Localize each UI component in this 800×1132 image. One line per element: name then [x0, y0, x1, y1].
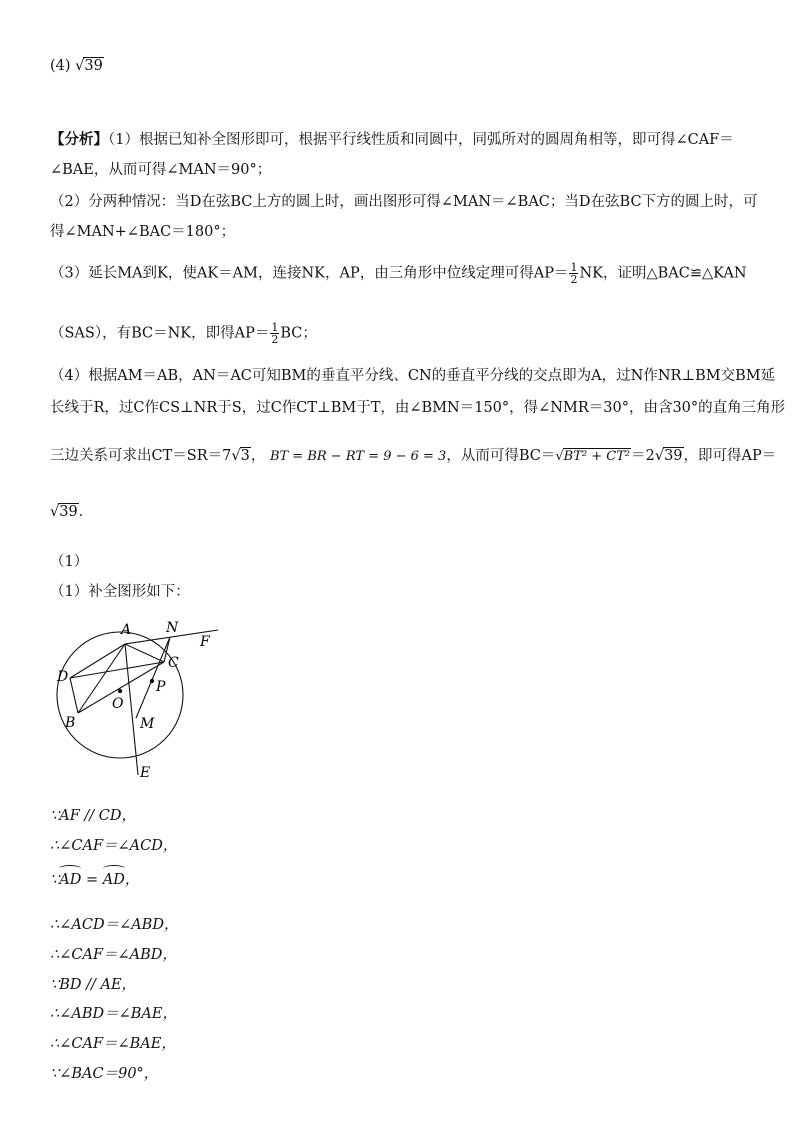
analysis-text: （2）分两种情况：当D在弦BC上方的圆上时，画出图形可得∠MAN＝∠BAC；当D在弦BC下方的圆上时，可: [50, 194, 758, 210]
proof-text: ，: [124, 872, 140, 888]
proof-step: [50, 945, 177, 965]
fraction-half: [270, 322, 279, 345]
arc-ad: AD: [102, 872, 125, 888]
analysis-line-9: [50, 446, 776, 467]
solution-text: （1）补全图形如下：: [50, 584, 190, 600]
sqrt-radicand: BT² + CT²: [563, 449, 631, 464]
solution-intro: [50, 582, 190, 602]
analysis-text: （SAS），有BC＝NK，即得AP＝: [50, 325, 270, 342]
label-m: M: [140, 716, 155, 732]
geometry-figure: [50, 615, 230, 785]
label-b: B: [65, 715, 76, 731]
analysis-text: ，: [250, 448, 266, 464]
analysis-text: 长线于R，过C作CS⊥NR于S，过C作CT⊥BM于T，由∠BMN＝150°，得∠NMR＝30°，由含30°的直角三角形: [50, 400, 786, 416]
proof-text: ∵∠BAC＝90°，: [50, 1066, 159, 1082]
label-f: F: [200, 634, 210, 650]
proof-step: [50, 1064, 158, 1084]
sqrt-expression: √39: [75, 58, 103, 74]
proof-step: [50, 1034, 176, 1054]
analysis-text: 三边关系可求出CT＝SR＝7: [50, 448, 232, 464]
analysis-text: 得∠MAN+∠BAC＝180°；: [50, 224, 236, 240]
fraction-denominator: 2: [570, 273, 578, 286]
proof-text: ∴∠CAF＝∠ABD，: [50, 947, 177, 963]
label-p: P: [156, 679, 166, 695]
proof-text: ∵AF // CD，: [50, 808, 136, 824]
proof-step: [50, 806, 136, 826]
analysis-text: NK，证明△BAC≌△KAN: [579, 265, 747, 282]
equation: BT = BR − RT = 9 − 6 = 3: [269, 449, 447, 464]
label-c: C: [168, 655, 179, 671]
analysis-text: ．: [78, 504, 94, 520]
analysis-line-2: [50, 160, 271, 180]
proof-text: ∴∠ABD＝∠BAE，: [50, 1006, 177, 1022]
proof-step: [50, 915, 178, 935]
proof-step: [50, 836, 177, 856]
proof-step: [50, 975, 136, 995]
sqrt-expression: √3: [231, 448, 250, 464]
proof-text: ∴∠CAF＝∠ACD，: [50, 838, 178, 854]
label-n: N: [166, 620, 179, 636]
analysis-line-4: [50, 222, 235, 242]
proof-text: ∵: [50, 872, 60, 888]
point-o: [118, 689, 122, 693]
analysis-line-3: [50, 192, 758, 212]
analysis-line-1: [50, 130, 734, 150]
proof-text: =: [81, 872, 103, 888]
analysis-line-10: [50, 502, 93, 522]
solution-part-1: [50, 552, 88, 572]
analysis-text: ＝2: [631, 448, 655, 464]
sqrt-expression: √BT² + CT²: [555, 449, 631, 464]
label-e: E: [140, 765, 151, 781]
analysis-text: （1）根据已知补全图形即可，根据平行线性质和同圆中，同弧所对的圆周角相等，即可得∠CAF＝: [108, 132, 734, 148]
proof-text: ∴∠CAF＝∠BAE，: [50, 1036, 176, 1052]
sqrt-expression: √39: [654, 448, 683, 464]
point-p: [150, 679, 154, 683]
analysis-text: （4）根据AM＝AB，AN＝AC可知BM的垂直平分线、CN的垂直平分线的交点即为A，过N作NR⊥BM交BM延: [50, 368, 776, 384]
proof-text: ∵BD // AE，: [50, 977, 137, 993]
solution-text: （1）: [50, 554, 89, 570]
analysis-line-6: [50, 322, 317, 345]
label-o: O: [112, 696, 124, 712]
proof-text: ∴∠ACD＝∠ABD，: [50, 917, 179, 933]
proof-step: [50, 870, 139, 890]
proof-step: [50, 1004, 177, 1024]
analysis-line-8: [50, 398, 785, 418]
segment-bd: [70, 678, 78, 713]
sqrt-expression: √39: [50, 504, 78, 520]
fraction-numerator: 1: [271, 321, 279, 334]
analysis-text: BC；: [280, 325, 317, 342]
arc-ad: AD: [59, 872, 82, 888]
fraction-denominator: 2: [271, 333, 279, 346]
fraction-numerator: 1: [570, 261, 578, 274]
sqrt-radicand: 39: [59, 504, 78, 520]
sqrt-radicand: 39: [664, 448, 683, 464]
line-ae: [125, 644, 138, 775]
answer-4-line: [50, 56, 104, 76]
analysis-text: （3）延长MA到K，使AK＝AM，连接NK，AP，由三角形中位线定理可得AP＝: [50, 265, 569, 282]
analysis-line-5: [50, 262, 747, 285]
label-d: D: [57, 669, 69, 685]
answer-4-prefix: (4): [50, 58, 71, 74]
segment-ac: [125, 644, 164, 662]
analysis-line-7: [50, 366, 775, 386]
label-a: A: [121, 622, 132, 638]
analysis-text: ∠BAE，从而可得∠MAN＝90°；: [50, 162, 272, 178]
segment-mn: [136, 637, 170, 718]
analysis-text: ，即可得AP＝: [683, 448, 777, 464]
analysis-label: 【分析】: [50, 131, 108, 148]
sqrt-radicand: 39: [84, 58, 103, 74]
sqrt-radicand: 3: [240, 448, 250, 464]
fraction-half: [569, 262, 578, 285]
analysis-text: ，从而可得BC＝: [446, 448, 556, 464]
